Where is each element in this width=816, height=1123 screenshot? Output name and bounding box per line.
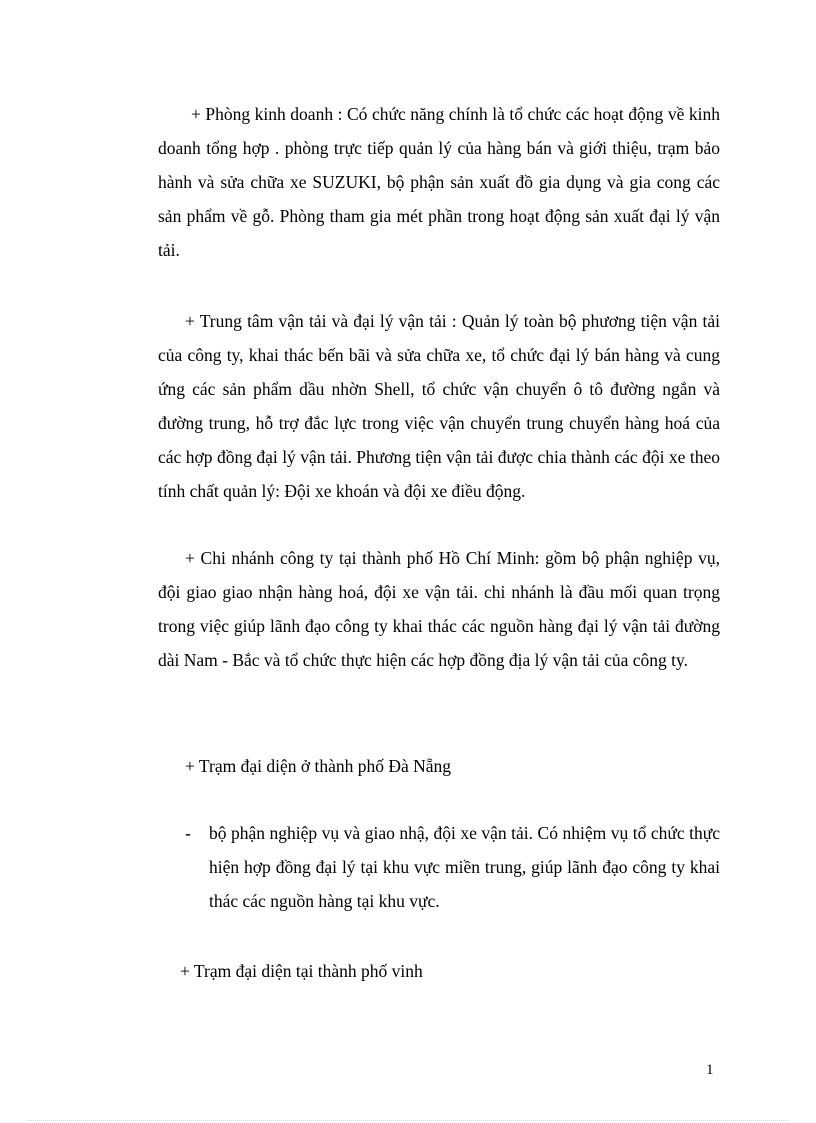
bullet-item-danang — [185, 816, 720, 918]
page-bottom-divider — [28, 1120, 788, 1121]
paragraph-transport-center: + Trung tâm vận tải và đại lý vận tải : Quản lý toàn bộ phương tiện vận tải của công ty, khai thác bến bãi và sửa chữa xe, tổ chức đại lý bán hàng và cung ứng các sản phẩm dầu nhờn Shell, tổ chức vận chuyển ô tô đường ngắn và đường trung, hỗ trợ đắc lực trong việc vận chuyển trung chuyển hàng hoá của các hợp đồng đại lý vận tải. Phương tiện vận tải được chia thành các đội xe theo tính chất quản lý: Đội xe khoán và đội xe điều động. — [158, 311, 720, 501]
paragraph-business-department: + Phòng kinh doanh : Có chức năng chính là tổ chức các hoạt động về kinh doanh tổng hợp . phòng trực tiếp quản lý của hàng bán và giới thiệu, trạm bảo hành và sửa chữa xe SUZUKI, bộ phận sản xuất đồ gia dụng và gia cong các sản phẩm về gỗ. Phòng tham gia mét phần trong hoạt động sản xuất đại lý vận tải. — [158, 104, 720, 260]
heading-danang-office: + Trạm đại diện ở thành phố Đà Nẵng — [185, 756, 452, 776]
heading-vinh-office: + Trạm đại diện tại thành phố vinh — [180, 961, 423, 981]
paragraph-hcm-branch: + Chi nhánh công ty tại thành phố Hồ Chí Minh: gồm bộ phận nghiệp vụ, đội giao giao nhận hàng hoá, đội xe vận tải. chi nhánh là đầu mối quan trọng trong việc giúp lãnh đạo công ty khai thác các nguồn hàng đại lý vận tải đường dài Nam - Bắc và tổ chức thực hiện các hợp đồng địa lý vận tải của công ty. — [158, 548, 720, 670]
bullet-text-danang: bộ phận nghiệp vụ và giao nhậ, đội xe vận tải. Có nhiệm vụ tổ chức thực hiện hợp đồng đại lý tại khu vực miền trung, giúp lãnh đạo công ty khai thác các nguồn hàng tại khu vực. — [209, 823, 720, 911]
bullet-dash: - — [185, 823, 191, 843]
page-number: 1 — [706, 1062, 714, 1078]
